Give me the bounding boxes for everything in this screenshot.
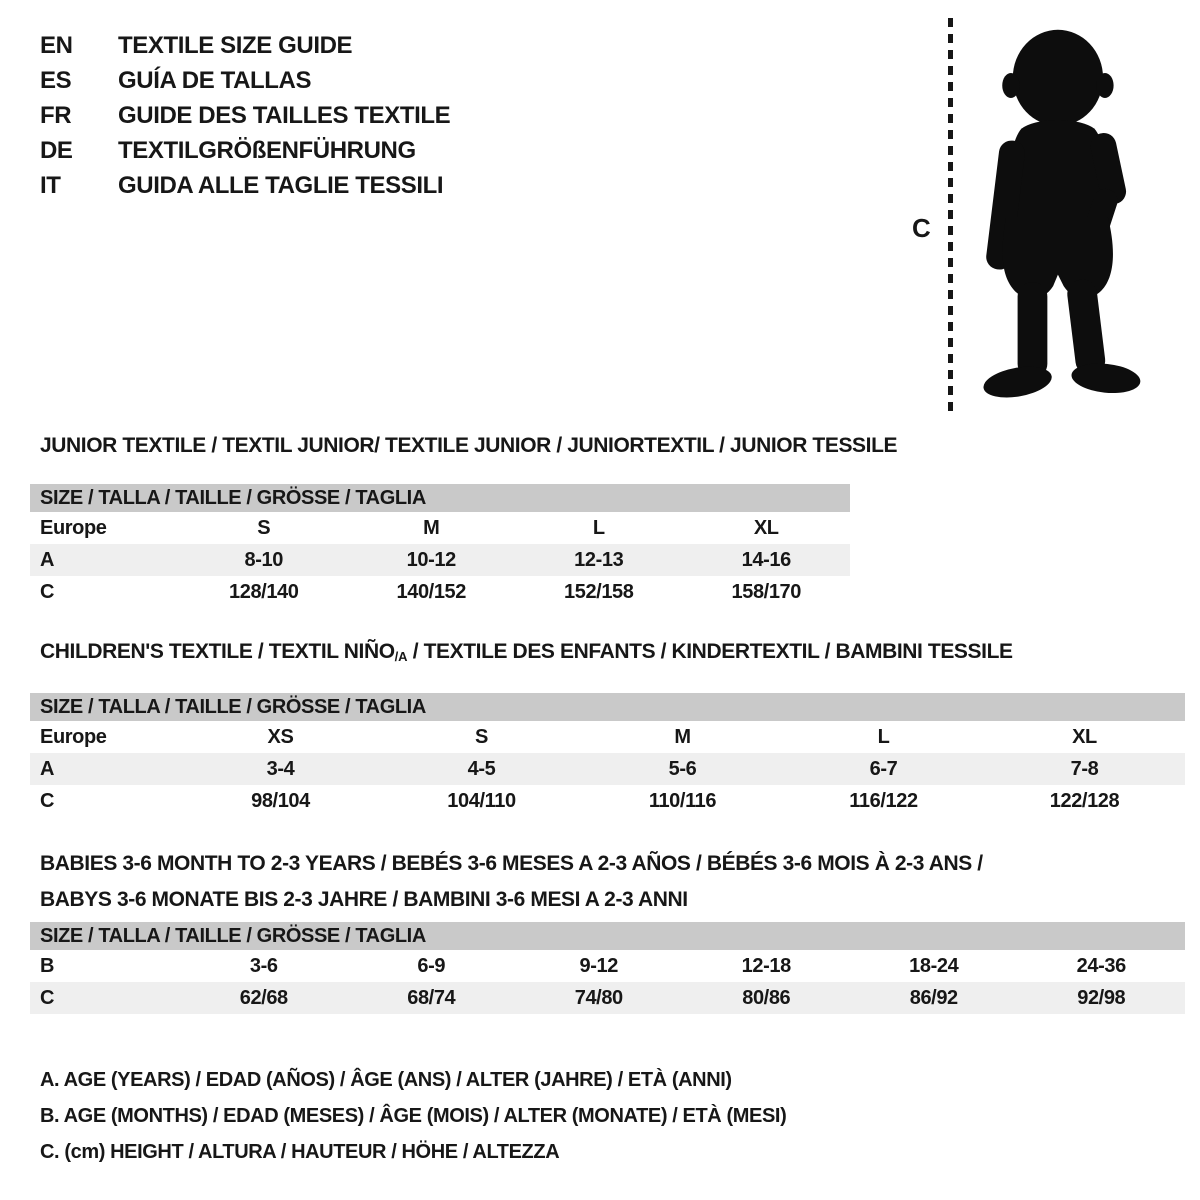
row-label: C [40, 789, 55, 812]
section-title: JUNIOR TEXTILE / TEXTIL JUNIOR/ TEXTILE JUNIOR / JUNIORTEXTIL / JUNIOR TESSILE [40, 434, 898, 457]
size-cell: 6-7 [869, 757, 898, 780]
legend-line-b: B. AGE (MONTHS) / EDAD (MESES) / ÂGE (MOIS) / ALTER (MONATE) / ETÀ (MESI) [40, 1105, 787, 1127]
size-cell: 24-36 [1076, 954, 1126, 977]
section-junior-textile [30, 434, 898, 608]
language-code: DE [40, 137, 73, 164]
size-cell: 3-4 [266, 757, 295, 780]
language-row-en [40, 28, 450, 63]
height-measure-figure [900, 0, 1200, 430]
language-title-list [40, 28, 450, 203]
size-cell: 104/110 [447, 789, 516, 812]
size-cell: 4-5 [467, 757, 496, 780]
height-measure-label: C [912, 213, 931, 243]
language-row-es [40, 63, 450, 98]
size-cell: 18-24 [909, 954, 959, 977]
size-cell: 5-6 [668, 757, 697, 780]
guide-title: TEXTILGRÖßENFÜHRUNG [118, 137, 416, 164]
language-row-it [40, 168, 450, 203]
size-cell: 12-18 [741, 954, 791, 977]
size-cell: XS [267, 725, 294, 748]
size-cell: 92/98 [1077, 986, 1126, 1009]
guide-title: GUIDA ALLE TAGLIE TESSILI [118, 172, 444, 199]
table-rows [30, 721, 1185, 817]
size-table-header: SIZE / TALLA / TAILLE / GRÖSSE / TAGLIA [30, 484, 850, 512]
language-code: ES [40, 67, 72, 94]
table-row [30, 785, 1185, 817]
table-row [30, 982, 1185, 1014]
table-row [30, 950, 1185, 982]
guide-title: GUIDE DES TAILLES TEXTILE [118, 102, 451, 129]
size-cell: L [877, 725, 890, 748]
size-cell: 158/170 [731, 580, 801, 603]
row-label: C [40, 580, 55, 603]
toddler-silhouette-icon [960, 12, 1152, 422]
size-cell: 74/80 [574, 986, 623, 1009]
table-row [30, 576, 850, 608]
size-cell: L [592, 516, 605, 539]
size-cell: M [423, 516, 440, 539]
section-title [30, 640, 1185, 669]
row-label: Europe [40, 725, 107, 748]
language-code: EN [40, 32, 73, 59]
row-label: C [40, 986, 55, 1009]
size-cell: 80/86 [742, 986, 791, 1009]
size-table-header: SIZE / TALLA / TAILLE / GRÖSSE / TAGLIA [30, 922, 1185, 950]
size-cell: 68/74 [407, 986, 456, 1009]
language-row-fr [40, 98, 450, 133]
size-cell: S [475, 725, 488, 748]
section-title-line2: BABYS 3-6 MONATE BIS 2-3 JAHRE / BAMBINI 3-6 MESI A 2-3 ANNI [40, 888, 688, 911]
table-rows [30, 512, 850, 608]
children-size-table [30, 693, 1185, 817]
section-title-prefix: CHILDREN'S TEXTILE / TEXTIL NIÑO [40, 640, 395, 663]
size-cell: XL [753, 516, 779, 539]
guide-title: TEXTILE SIZE GUIDE [118, 32, 353, 59]
size-cell: 6-9 [417, 954, 446, 977]
language-code: IT [40, 172, 61, 199]
size-table-header: SIZE / TALLA / TAILLE / GRÖSSE / TAGLIA [30, 693, 1185, 721]
size-cell: 122/128 [1049, 789, 1120, 812]
row-label: A [40, 757, 55, 780]
size-cell: 62/68 [239, 986, 288, 1009]
row-label: A [40, 548, 55, 571]
size-cell: 110/116 [648, 789, 717, 812]
legend-line-a: A. AGE (YEARS) / EDAD (AÑOS) / ÂGE (ANS) / ALTER (JAHRE) / ETÀ (ANNI) [40, 1069, 732, 1091]
section-title-line1: BABIES 3-6 MONTH TO 2-3 YEARS / BEBÉS 3-6 MESES A 2-3 AÑOS / BÉBÉS 3-6 MOIS À 2-3 ANS / [40, 852, 983, 875]
row-label: Europe [40, 516, 107, 539]
table-rows [30, 950, 1185, 1014]
table-row [30, 512, 850, 544]
size-cell: 140/152 [396, 580, 466, 603]
size-cell: S [257, 516, 271, 539]
language-code: FR [40, 102, 72, 129]
table-row [30, 544, 850, 576]
size-cell: 116/122 [849, 789, 918, 812]
measurement-legend [40, 1062, 786, 1170]
junior-size-table [30, 484, 850, 608]
legend-line-c: C. (cm) HEIGHT / ALTURA / HAUTEUR / HÖHE / ALTEZZA [40, 1141, 560, 1163]
size-cell: XL [1072, 725, 1097, 748]
size-cell: 3-6 [249, 954, 278, 977]
language-row-de [40, 133, 450, 168]
size-cell: 7-8 [1070, 757, 1099, 780]
size-cell: 128/140 [229, 580, 299, 603]
section-childrens-textile [30, 640, 1185, 817]
section-title-subscript: /A [394, 649, 408, 664]
section-title [30, 846, 1185, 918]
row-label: B [40, 954, 55, 977]
table-row [30, 721, 1185, 753]
table-row [30, 753, 1185, 785]
section-title-suffix: / TEXTILE DES ENFANTS / KINDERTEXTIL / BAMBINI TESSILE [407, 640, 1013, 663]
size-cell: M [674, 725, 691, 748]
dashed-height-line [948, 18, 953, 416]
size-cell: 8-10 [244, 548, 283, 571]
size-cell: 86/92 [909, 986, 958, 1009]
size-cell: 12-13 [574, 548, 624, 571]
size-cell: 152/158 [564, 580, 634, 603]
size-cell: 98/104 [251, 789, 310, 812]
guide-title: GUÍA DE TALLAS [118, 67, 312, 94]
size-cell: 14-16 [741, 548, 791, 571]
size-cell: 9-12 [579, 954, 618, 977]
size-cell: 10-12 [406, 548, 456, 571]
section-babies-textile [30, 846, 1185, 1014]
babies-size-table [30, 922, 1185, 1014]
